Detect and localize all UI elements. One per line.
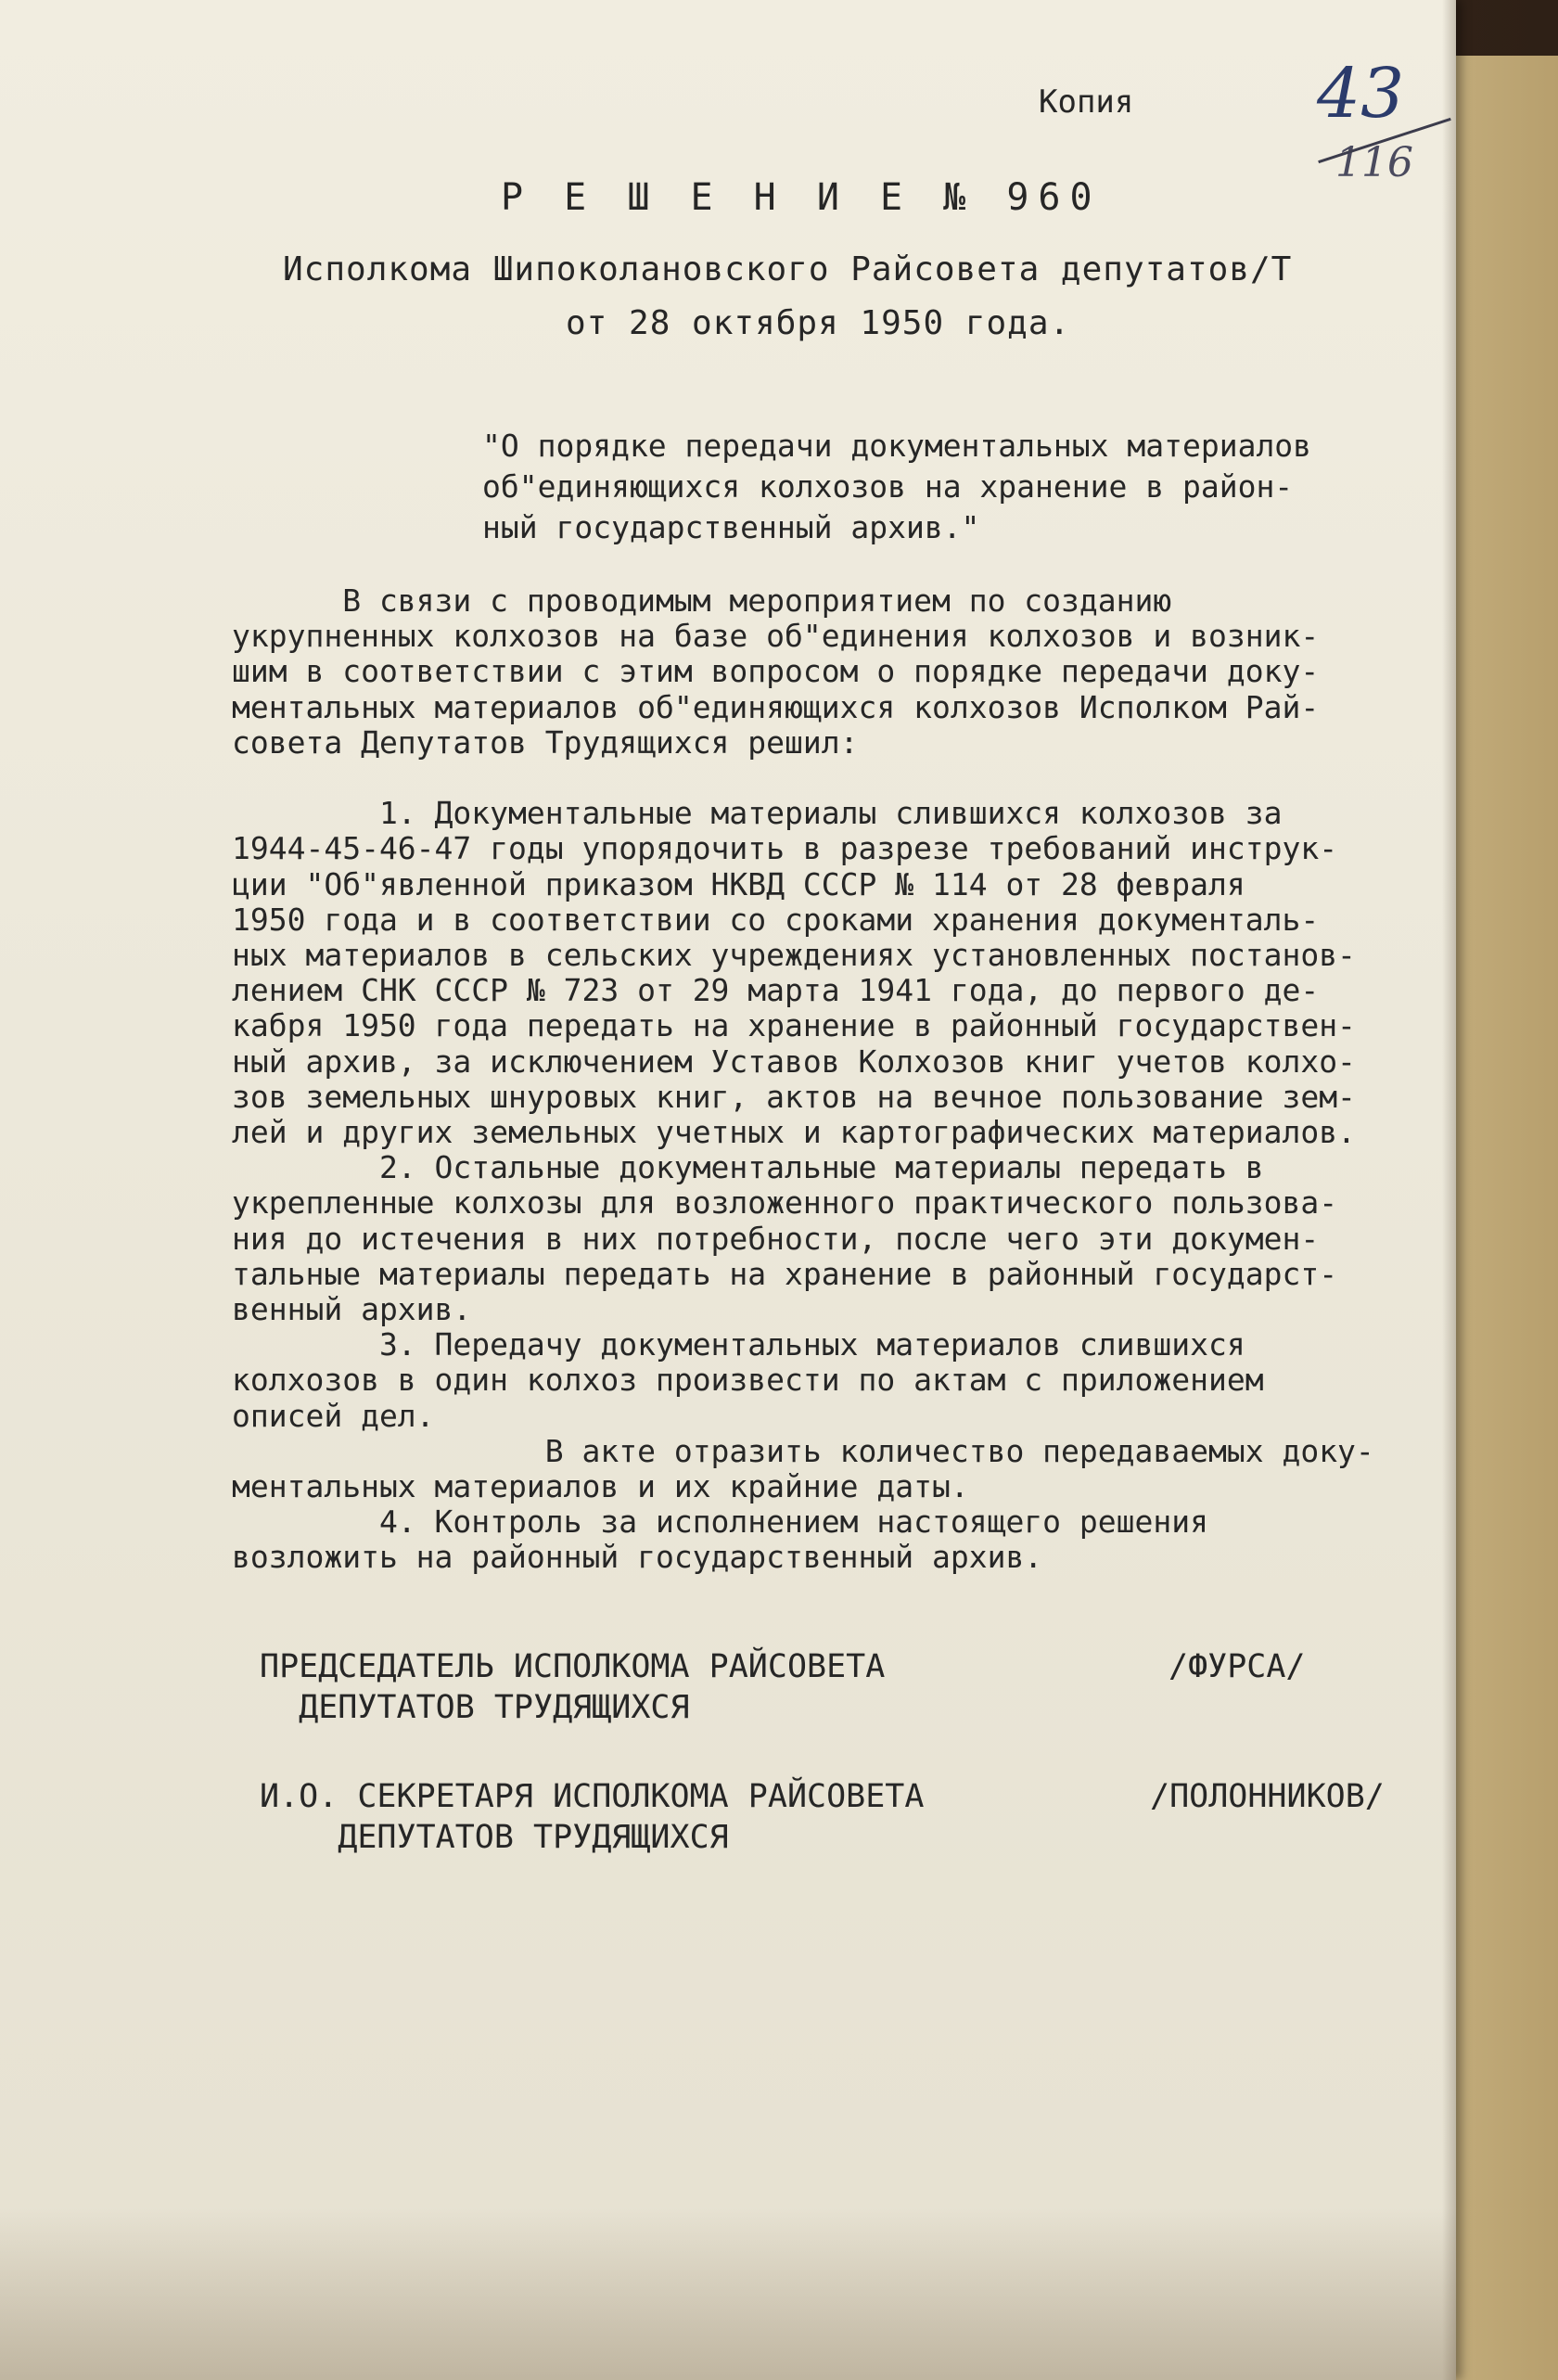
body-line: описей дел.	[232, 1398, 435, 1434]
body-line: 1944-45-46-47 годы упорядочить в разрезе требований инструк-	[232, 830, 1338, 866]
body-line: ный архив, за исключением Уставов Колхозов книг учетов колхо-	[232, 1043, 1356, 1080]
subject-line-3: ный государственный архив."	[482, 509, 980, 545]
body-line: шим в соответствии с этим вопросом о порядке передачи доку-	[232, 653, 1320, 689]
body-line: кабря 1950 года передать на хранение в районный государствен-	[232, 1007, 1356, 1043]
page-bottom-shade	[0, 2207, 1456, 2380]
handwritten-page-number: 43	[1317, 54, 1405, 134]
copy-label: Копия	[1039, 83, 1134, 121]
body-line: возложить на районный государственный архив.	[232, 1539, 1043, 1575]
body-line: укрупненных колхозов на базе об"единения колхозов и возник-	[232, 618, 1320, 654]
body-line: совета Депутатов Трудящихся решил:	[232, 724, 859, 761]
chairman-title: ПРЕДСЕДАТЕЛЬ ИСПОЛКОМА РАЙСОВЕТА	[260, 1648, 886, 1685]
secretary-title-cont: ДЕПУТАТОВ ТРУДЯЩИХСЯ	[260, 1819, 729, 1856]
body-line: В акте отразить количество передаваемых доку-	[232, 1433, 1374, 1469]
body-line: венный архив.	[232, 1291, 472, 1327]
body-line: 4. Контроль за исполнением настоящего решения	[232, 1503, 1208, 1540]
body-line: ментальных материалов и их крайние даты.	[232, 1468, 969, 1504]
page-edge-shadow	[1442, 0, 1456, 2380]
chairman-name: /ФУРСА/	[1168, 1648, 1306, 1685]
issuing-body: Исполкома Шипоколановского Райсовета депутатов/Т	[283, 250, 1293, 288]
body-line: зов земельных шнуровых книг, актов на вечное пользование зем-	[232, 1079, 1356, 1115]
body-line: В связи с проводимым мероприятием по созданию	[232, 582, 1172, 619]
secretary-title: И.О. СЕКРЕТАРЯ ИСПОЛКОМА РАЙСОВЕТА	[260, 1778, 925, 1815]
body-line: тальные материалы передать на хранение в районный государст-	[232, 1256, 1338, 1292]
body-line: 3. Передачу документальных материалов слившихся	[232, 1326, 1245, 1363]
body-line: укрепленные колхозы для возложенного практического пользова-	[232, 1184, 1338, 1221]
body-line: колхозов в один колхоз произвести по актам с приложением	[232, 1362, 1264, 1398]
body-line: 1. Документальные материалы слившихся колхозов за	[232, 795, 1283, 831]
chairman-title-cont: ДЕПУТАТОВ ТРУДЯЩИХСЯ	[260, 1689, 690, 1726]
body-line: 2. Остальные документальные материалы передать в	[232, 1149, 1264, 1185]
body-line: лением СНК СССР № 723 от 29 марта 1941 года, до первого де-	[232, 972, 1320, 1008]
subject-line-2: об"единяющихся колхозов на хранение в район-	[482, 468, 1294, 505]
body-line: ных материалов в сельских учреждениях установленных постанов-	[232, 937, 1356, 973]
body-line: ния до истечения в них потребности, после чего эти докумен-	[232, 1221, 1320, 1257]
body-line: ции "Об"явленной приказом НКВД СССР № 114 от 28 февраля	[232, 866, 1245, 902]
body-line: ментальных материалов об"единяющихся колхозов Исполком Рай-	[232, 689, 1320, 725]
secretary-name: /ПОЛОННИКОВ/	[1150, 1778, 1385, 1815]
subject-line-1: "О порядке передачи документальных материалов	[482, 428, 1312, 464]
body-line: лей и других земельных учетных и картографических материалов.	[232, 1114, 1356, 1150]
document-date: от 28 октября 1950 года.	[566, 304, 1071, 342]
document-title: Р Е Ш Е Н И Е № 960	[501, 176, 1102, 219]
body-line: 1950 года и в соответствии со сроками хранения документаль-	[232, 902, 1320, 938]
crossed-out-page-number: 116	[1335, 139, 1413, 186]
